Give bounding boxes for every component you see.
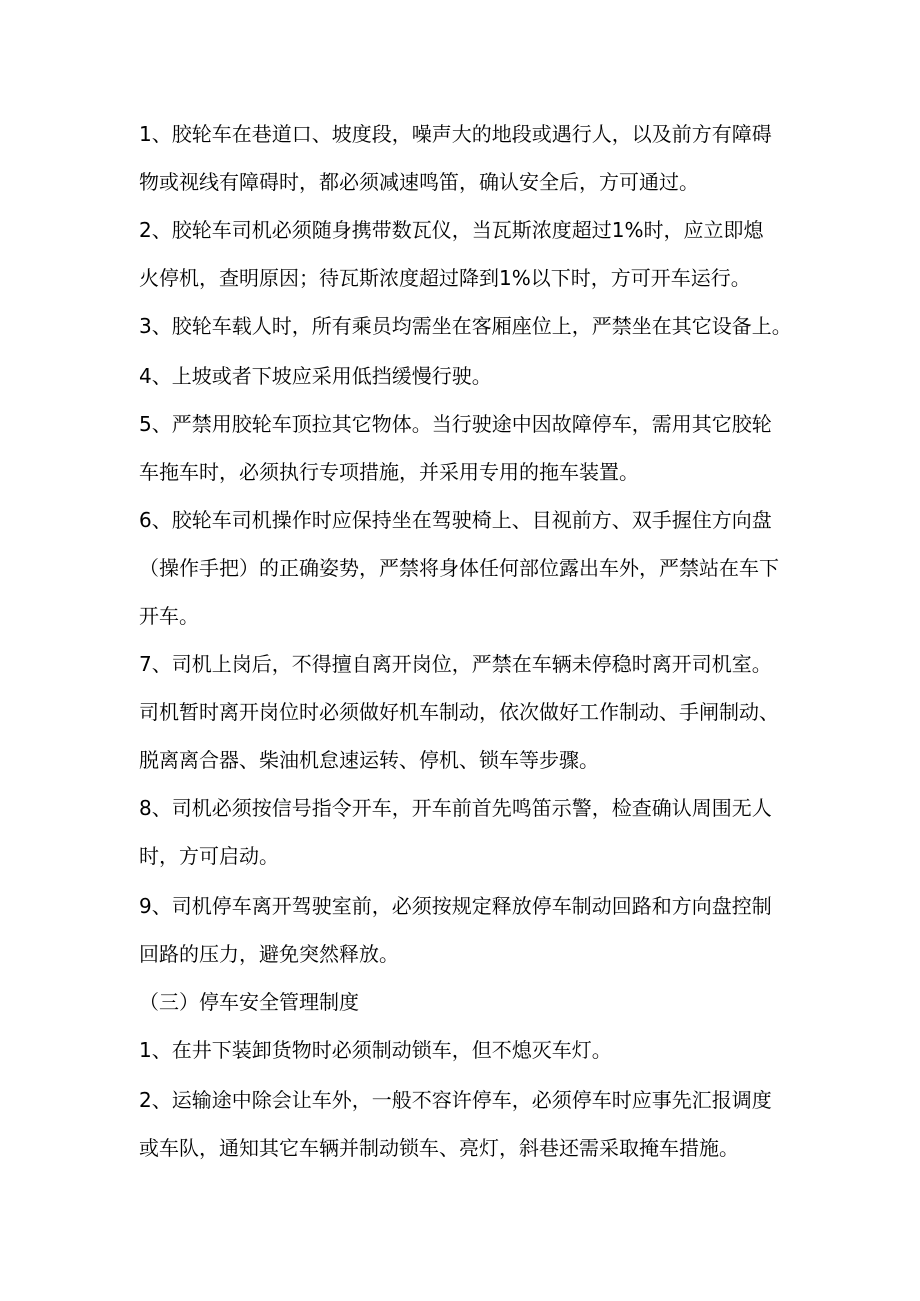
paragraph-line: 回路的压力，避免突然释放。: [139, 942, 399, 966]
paragraph-7: [139, 640, 779, 784]
section-heading: [139, 978, 359, 1026]
paragraph-line: 2、运输途中除会让车外，一般不容许停车，必须停车时应事先汇报调度: [139, 1088, 772, 1112]
paragraph-line: 3、胶轮车载人时，所有乘员均需坐在客厢座位上，严禁坐在其它设备上。: [139, 314, 792, 338]
paragraph-5: [139, 400, 772, 496]
paragraph-line: 1、在井下装卸货物时必须制动锁车，但不熄灭车灯。: [139, 1038, 612, 1062]
paragraph-line: 车拖车时，必须执行专项措施，并采用专用的拖车装置。: [139, 460, 639, 484]
paragraph-6: [139, 496, 779, 640]
paragraph-line: 司机暂时离开岗位时必须做好机车制动，依次做好工作制动、手闸制动、: [139, 700, 779, 724]
paragraph-line: 开车。: [139, 604, 199, 628]
paragraph-line: 9、司机停车离开驾驶室前，必须按规定释放停车制动回路和方向盘控制: [139, 894, 772, 918]
paragraph-line: 物或视线有障碍时，都必须减速鸣笛，确认安全后，方可通过。: [139, 170, 699, 194]
paragraph-line: 6、胶轮车司机操作时应保持坐在驾驶椅上、目视前方、双手握住方向盘: [139, 508, 772, 532]
paragraph-4: [139, 352, 492, 400]
paragraph-line: 7、司机上岗后，不得擅自离开岗位，严禁在车辆未停稳时离开司机室。: [139, 652, 772, 676]
paragraph-2: [139, 206, 763, 302]
paragraph-line: 1、胶轮车在巷道口、坡度段，噪声大的地段或遇行人，以及前方有障碍: [139, 122, 772, 146]
paragraph-9: [139, 882, 772, 978]
paragraph-line: 脱离离合器、柴油机怠速运转、停机、锁车等步骤。: [139, 748, 599, 772]
paragraph-line: 4、上坡或者下坡应采用低挡缓慢行驶。: [139, 364, 492, 388]
paragraph-line: 5、严禁用胶轮车顶拉其它物体。当行驶途中因故障停车，需用其它胶轮: [139, 412, 772, 436]
paragraph-10: [139, 1026, 612, 1074]
paragraph-1: [139, 110, 772, 206]
paragraph-3: [139, 302, 792, 350]
paragraph-line: （操作手把）的正确姿势，严禁将身体任何部位露出车外，严禁站在车下: [139, 556, 779, 580]
paragraph-line: 时，方可启动。: [139, 844, 279, 868]
paragraph-8: [139, 784, 772, 880]
paragraph-11: [139, 1076, 772, 1172]
paragraph-line: 2、胶轮车司机必须随身携带数瓦仪，当瓦斯浓度超过1%时，应立即熄: [139, 218, 764, 242]
paragraph-line: 火停机，查明原因；待瓦斯浓度超过降到1%以下时，方可开车运行。: [139, 266, 751, 290]
paragraph-line: 或车队，通知其它车辆并制动锁车、亮灯，斜巷还需采取掩车措施。: [139, 1136, 739, 1160]
paragraph-line: （三）停车安全管理制度: [139, 990, 359, 1014]
paragraph-line: 8、司机必须按信号指令开车，开车前首先鸣笛示警，检查确认周围无人: [139, 796, 772, 820]
